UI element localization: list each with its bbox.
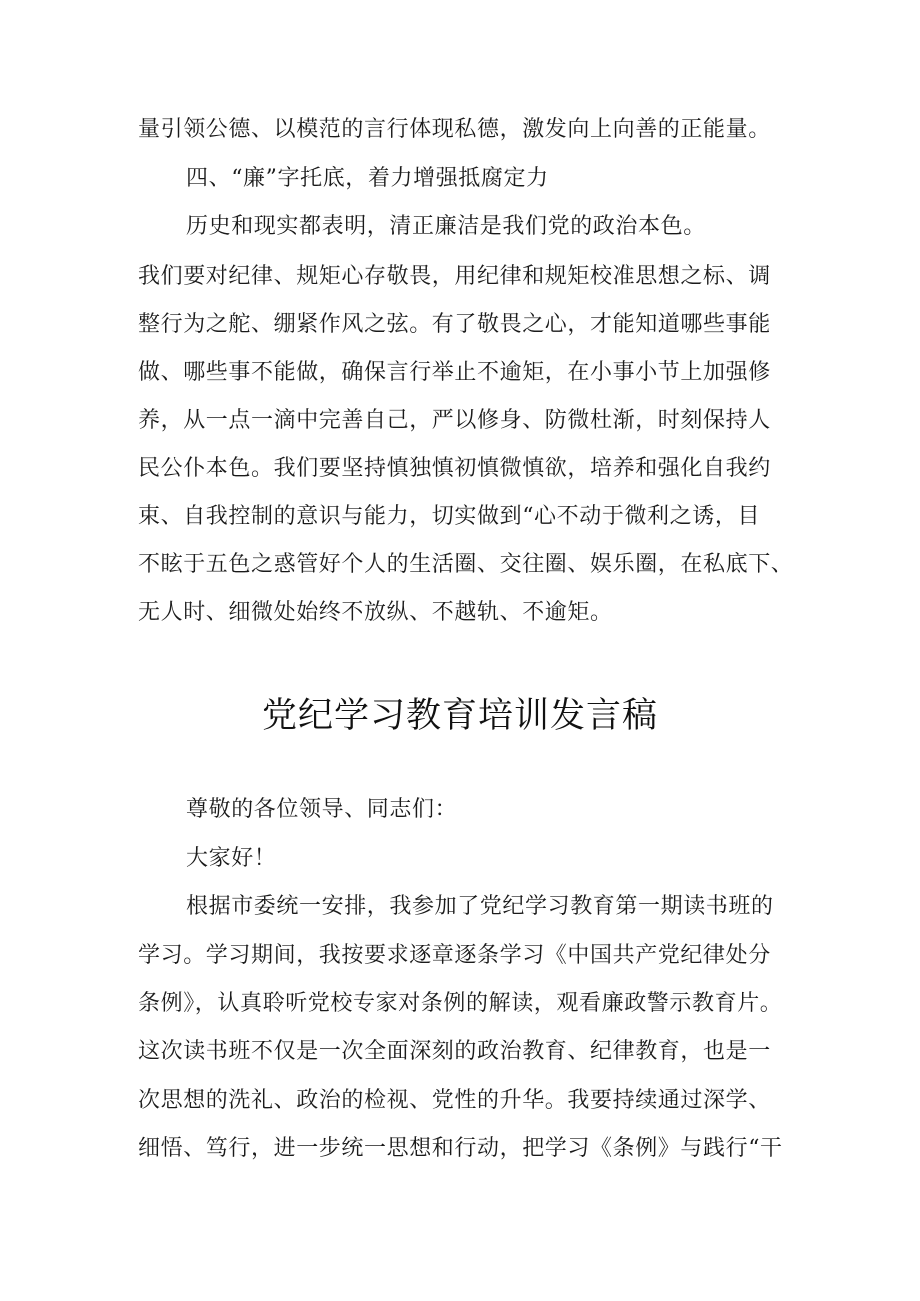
paragraph-line: 无人时、细微处始终不放纵、不越轨、不逾矩。 (138, 600, 613, 625)
paragraph-line: 整行为之舵、绷紧作风之弦。有了敬畏之心，才能知道哪些事能 (138, 312, 771, 337)
paragraph-line: 学习。学习期间，我按要求逐章逐条学习《中国共产党纪律处分 (138, 943, 771, 968)
document-title: 党纪学习教育培训发言稿 (261, 696, 658, 736)
paragraph-line: 条例》，认真聆听党校专家对条例的解读，观看廉政警示教育片。 (138, 991, 783, 1016)
paragraph-line: 次思想的洗礼、政治的检视、党性的升华。我要持续通过深学、 (138, 1088, 771, 1113)
paragraph-line: 束、自我控制的意识与能力，切实做到“心不动于微利之诱，目 (138, 504, 761, 529)
salutation: 尊敬的各位领导、同志们： (186, 797, 458, 822)
paragraph-line: 细悟、笃行，进一步统一思想和行动，把学习《条例》与践行“干 (138, 1136, 783, 1161)
greeting: 大家好！ (186, 846, 277, 871)
paragraph-line: 不眩于五色之惑管好个人的生活圈、交往圈、娱乐圈，在私底下、 (138, 552, 794, 577)
paragraph-line: 历史和现实都表明，清正廉洁是我们党的政治本色。 (186, 214, 706, 239)
paragraph-line: 做、哪些事不能做，确保言行举止不逾矩，在小事小节上加强修 (138, 360, 771, 385)
section-heading: 四、“廉”字托底，着力增强抵腐定力 (186, 166, 549, 191)
paragraph-line: 民公仆本色。我们要坚持慎独慎初慎微慎欲，培养和强化自我约 (138, 456, 771, 481)
paragraph-line: 根据市委统一安排，我参加了党纪学习教育第一期读书班的 (186, 894, 774, 919)
paragraph-line: 养，从一点一滴中完善自己，严以修身、防微杜渐，时刻保持人 (138, 408, 771, 433)
paragraph-line: 这次读书班不仅是一次全面深刻的政治教育、纪律教育，也是一 (138, 1039, 771, 1064)
paragraph-line: 量引领公德、以模范的言行体现私德，激发向上向善的正能量。 (138, 117, 771, 142)
paragraph-line: 我们要对纪律、规矩心存敬畏，用纪律和规矩校准思想之标、调 (138, 264, 771, 289)
